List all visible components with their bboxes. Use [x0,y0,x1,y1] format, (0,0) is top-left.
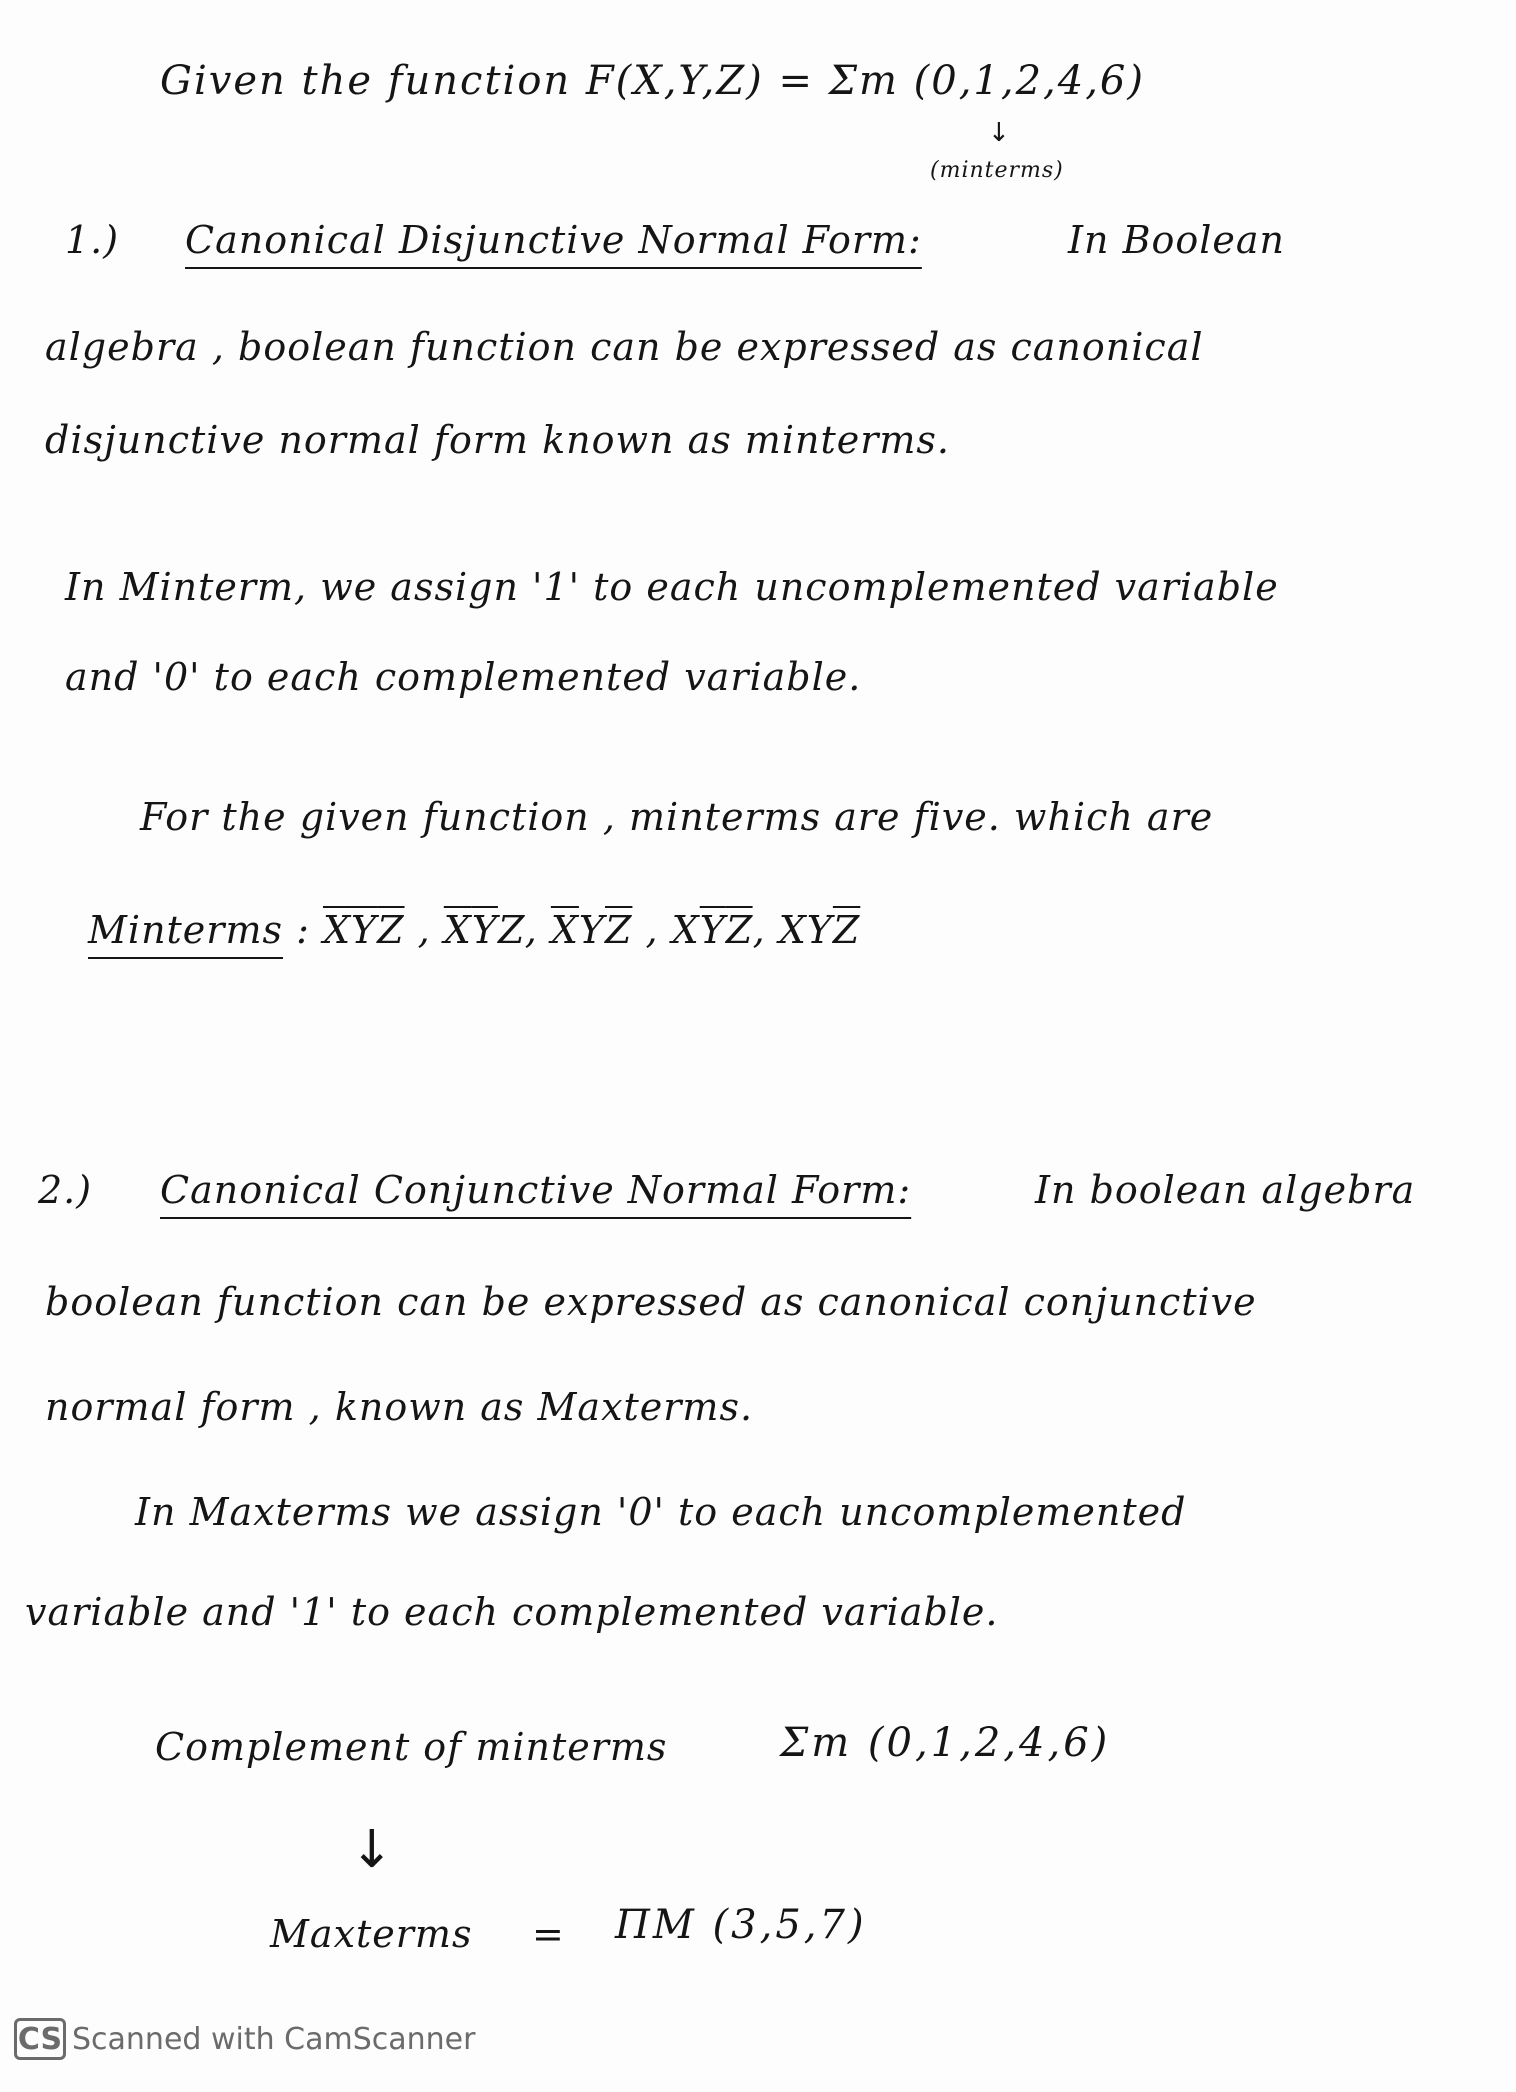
given-function-line: For the given function , minterms are five. which are [140,795,1214,839]
maxterms-expression: ΠM (3,5,7) [615,1902,867,1948]
section1-intro-tail: In Boolean [1068,218,1286,262]
minterms-row: Minterms : $\overline{X}\overline{Y}\overline{Z}$ , $\overline{X}\overline{Y}Z$, $\overline{X}Y\overline{Z}$ , $X\overline{Y}\overline{Z}$, $XY\overline{Z}$ [88,908,861,952]
section2-line3: normal form , known as Maxterms. [45,1385,754,1429]
minterm-rule-line1: In Minterm, we assign '1' to each uncomplemented variable [65,565,1279,609]
minterm-x-bar-y-bar-z: $\overline{X}\overline{Y}Z$ [443,908,525,952]
maxterms-label: Maxterms [270,1912,473,1956]
minterm-rule-line2: and '0' to each complemented variable. [65,655,862,699]
section2-line2: boolean function can be expressed as canonical conjunctive [45,1280,1257,1324]
function-definition: Given the function F(X,Y,Z) = Σm (0,1,2,4,6) [160,58,1145,104]
maxterms-equals: = [532,1912,565,1956]
section1-number: 1.) [65,218,120,262]
complement-expression: Σm (0,1,2,4,6) [780,1720,1111,1766]
minterms-note: (minterms) [930,158,1064,183]
minterm-x-y-z-bar: $XY\overline{Z}$ [778,908,861,952]
maxterm-rule-line1: In Maxterms we assign '0' to each uncomplemented [135,1490,1187,1534]
camscanner-logo: CS [14,2018,66,2060]
minterm-x-bar-y-z-bar: $\overline{X}Y\overline{Z}$ [550,908,633,952]
minterm-x-bar-y-bar-z-bar: $\overline{X}\overline{Y}\overline{Z}$ [322,908,405,952]
watermark-text: Scanned with CamScanner [72,2021,476,2057]
section1-line2: algebra , boolean function can be expressed as canonical [45,325,1204,369]
maxterm-rule-line2: variable and '1' to each complemented variable. [25,1590,999,1634]
minterms-label: Minterms [88,908,283,952]
section2-heading: Canonical Conjunctive Normal Form: [160,1168,912,1212]
section1-line3: disjunctive normal form known as minterms. [45,418,950,462]
complement-label: Complement of minterms [155,1725,668,1769]
down-arrow-icon: ↓ [350,1820,394,1880]
camscanner-watermark [14,2018,475,2060]
section2-intro-tail: In boolean algebra [1035,1168,1416,1212]
minterms-colon: : [283,908,323,952]
section1-heading: Canonical Disjunctive Normal Form: [185,218,922,262]
minterm-x-y-bar-z-bar: $X\overline{Y}\overline{Z}$ [671,908,753,952]
section2-number: 2.) [38,1168,93,1212]
down-arrow-icon: ↓ [988,118,1010,148]
